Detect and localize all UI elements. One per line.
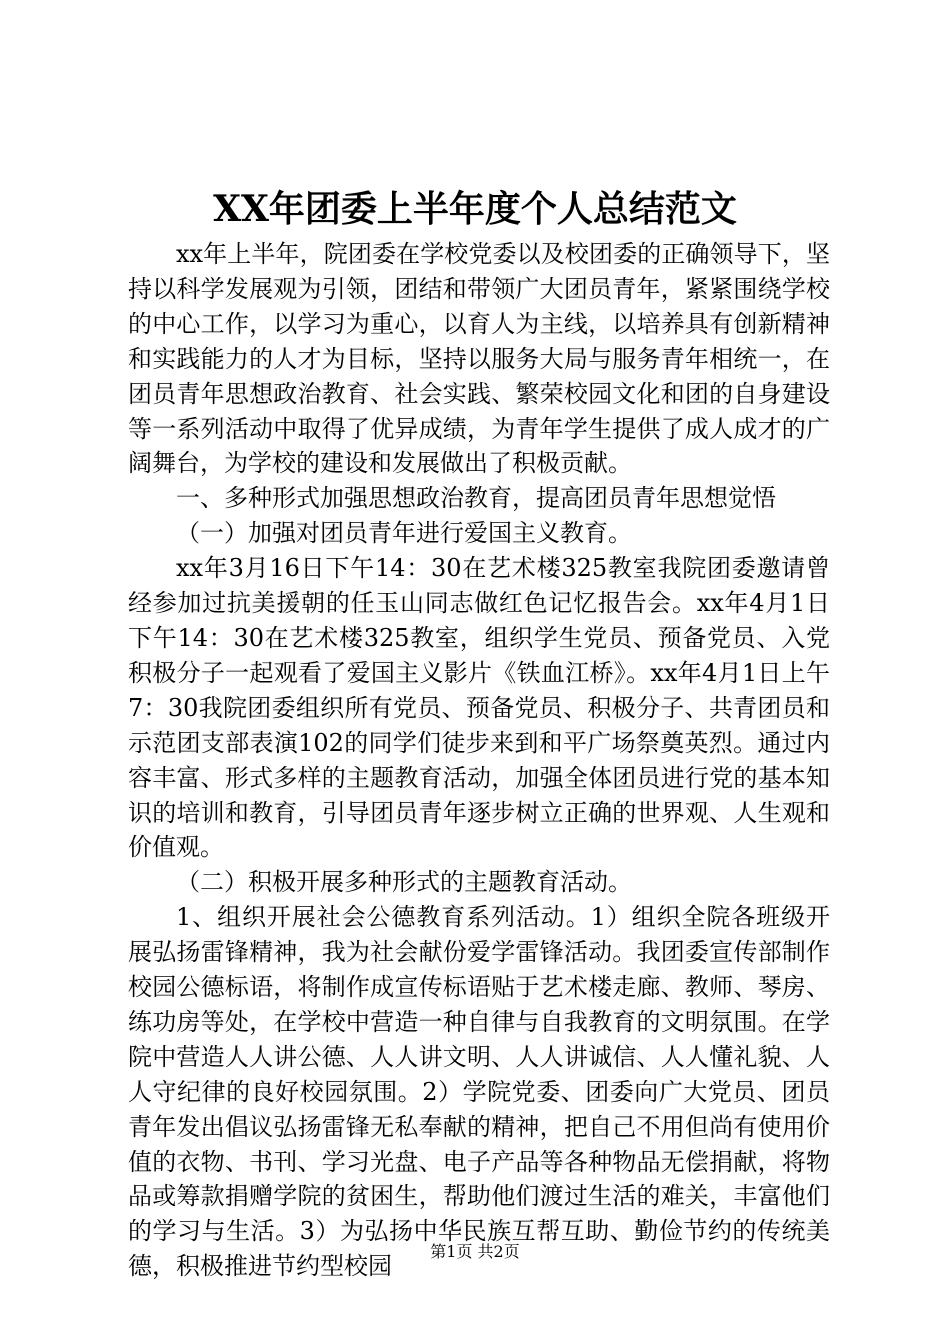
section-heading-1: 一、多种形式加强思想政治教育，提高团员青年思想觉悟: [176, 484, 776, 513]
paragraph-social-morality: 1、组织开展社会公德教育系列活动。1）组织全院各班级开展弘扬雷锋精神，我为社会献份爱学雷锋活动。我团委宣传部制作校园公德标语，将制作成宣传标语贴于艺术楼走廊、教师、琴房、练功房等处，在学校中营造一种自律与自我教育的文明氛围。在学院中营造人人讲公德、人人讲文明、人人讲诚信、人人懂礼貌、人人守纪律的良好校园氛围。2）学院党委、团委向广大党员、团员青年发出倡议弘扬雷锋无私奉献的精神，把自己不用但尚有使用价值的衣物、书刊、学习光盘、电子产品等各种物品无偿捐献，将物品或筹款捐赠学院的贫困生，帮助他们渡过生活的难关，丰富他们的学习与生活。3）为弘扬中华民族互帮互助、勤俭节约的传统美德，积极推进节约型校园: [128, 903, 830, 1281]
document-body: [128, 237, 830, 1284]
paragraph-patriotic-education: xx年3月16日下午14：30在艺术楼325教室我院团委邀请曾经参加过抗美援朝的任玉山同志做红色记忆报告会。xx年4月1日下午14：30在艺术楼325教室，组织学生党员、预备党员、入党积极分子一起观看了爱国主义影片《铁血江桥》。xx年4月1日上午7：30我院团委组织所有党员、预备党员、积极分子、共青团员和示范团支部表演102的同学们徒步来到和平广场祭奠英烈。通过内容丰富、形式多样的主题教育活动，加强全体团员进行党的基本知识的培训和教育，引导团员青年逐步树立正确的世界观、人生观和价值观。: [128, 554, 830, 862]
subsection-heading-1: （一）加强对团员青年进行爱国主义教育。: [176, 519, 632, 548]
subsection-heading-2: （二）积极开展多种形式的主题教育活动。: [176, 868, 632, 897]
document-title: XX年团委上半年度个人总结范文: [213, 188, 737, 230]
page-footer: 第1页 共2页: [430, 1242, 520, 1261]
paragraph-intro: xx年上半年，院团委在学校党委以及校团委的正确领导下，坚持以科学发展观为引领，团结和带领广大团员青年，紧紧围绕学校的中心工作，以学习为重心，以育人为主线，以培养具有创新精神和实践能力的人才为目标，坚持以服务大局与服务青年相统一，在团员青年思想政治教育、社会实践、繁荣校园文化和团的自身建设等一系列活动中取得了优异成绩，为青年学生提供了成人成才的广阔舞台，为学校的建设和发展做出了积极贡献。: [128, 240, 830, 478]
